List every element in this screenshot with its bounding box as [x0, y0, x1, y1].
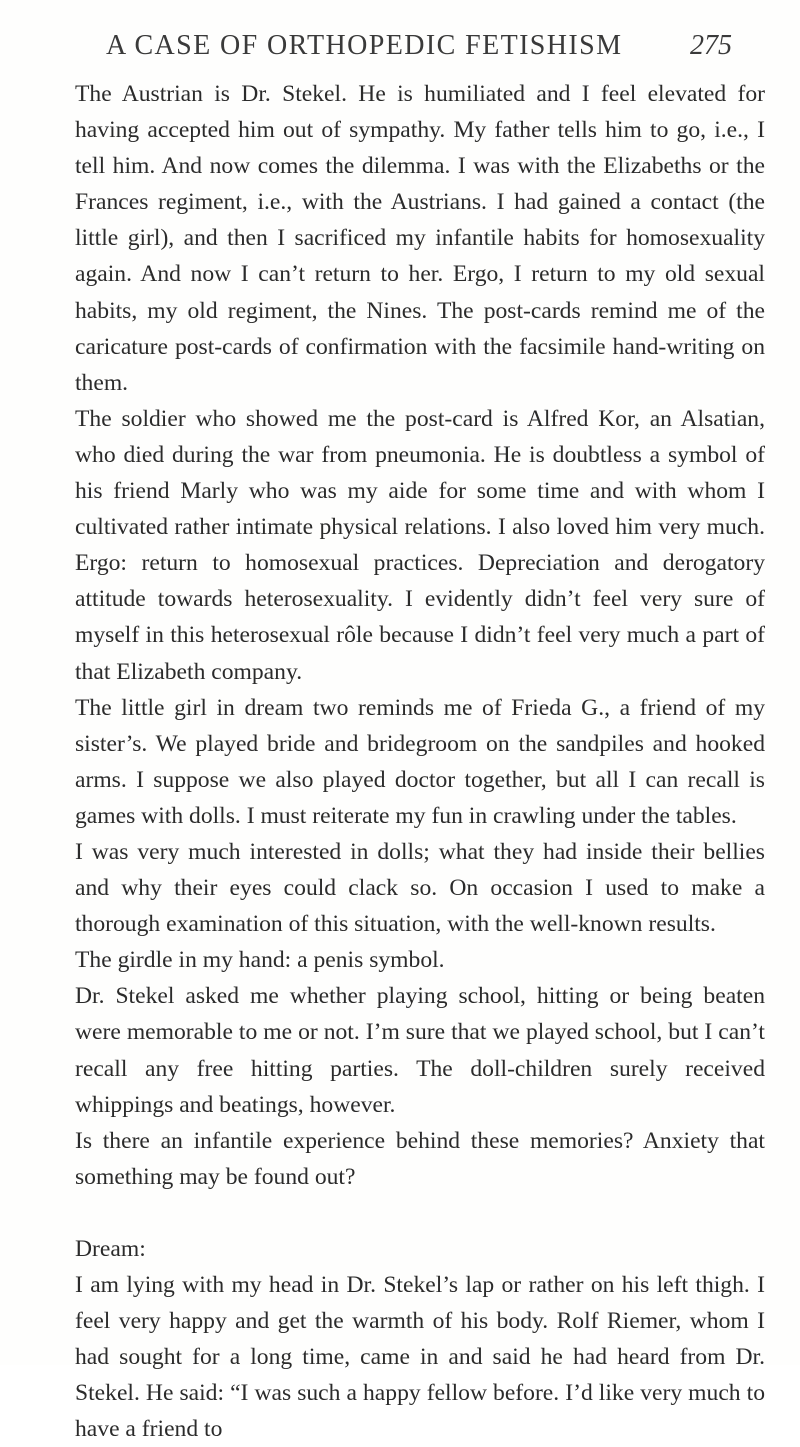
page-number: 275	[690, 30, 732, 61]
paragraph: The girdle in my hand: a penis symbol.	[75, 947, 445, 974]
dream-heading: Dream:	[75, 1235, 146, 1262]
section-gap	[75, 1195, 765, 1231]
paragraph: The little girl in dream two reminds me of Frieda G., a friend of my sister’s. We played bride and bridegroom on the sandpiles and hooked arms. I suppose we also played doctor together, but all I can recall is games with dolls. I must reiterate my fun in crawling under the tables.	[75, 694, 765, 829]
paragraph: Dr. Stekel asked me whether playing school, hitting or being beaten were memorable to me or not. I’m sure that we played school, but I can’t recall any free hitting parties. The doll-children surely received whippings and beatings, however.	[75, 983, 765, 1118]
body-text	[75, 76, 765, 1447]
paragraph: I was very much interested in dolls; what they had inside their bellies and why their eyes could clack so. On occasion I used to make a thorough examination of this situation, with the well-known results.	[75, 838, 765, 938]
paragraph: Is there an infantile experience behind these memories? Anxiety that something may be found out?	[75, 1127, 765, 1190]
dream-paragraph: I am lying with my head in Dr. Stekel’s lap or rather on his left thigh. I feel very happy and get the warmth of his body. Rolf Riemer, whom I had sought for a long time, came in and said he had heard from Dr. Stekel. He said: “I was such a happy fellow before. I’d like very much to have a friend to	[75, 1272, 765, 1443]
paragraph: The Austrian is Dr. Stekel. He is humiliated and I feel elevated for having accepted him out of sympathy. My father tells him to go, i.e., I tell him. And now comes the dilemma. I was with the Elizabeths or the Frances regiment, i.e., with the Austrians. I had gained a contact (the little girl), and then I sacrificed my infantile habits for homosexuality again. And now I can’t return to her. Ergo, I return to my old sexual habits, my old regiment, the Nines. The post-cards remind me of the caricature post-cards of confirmation with the facsimile hand-writing on them.	[75, 81, 765, 396]
running-title: A CASE OF ORTHOPEDIC FETISHISM	[106, 30, 623, 61]
paragraph: The soldier who showed me the post-card is Alfred Kor, an Alsatian, who died during the war from pneumonia. He is doubtless a symbol of his friend Marly who was my aide for some time and with whom I cultivated rather intimate physical relations. I also loved him very much. Ergo: return to homosexual practices. Depreciation and derogatory attitude towards heterosexuality. I evidently didn’t feel very sure of myself in this heterosexual rôle because I didn’t feel very much a part of that Elizabeth company.	[75, 405, 765, 685]
running-head	[0, 30, 800, 70]
